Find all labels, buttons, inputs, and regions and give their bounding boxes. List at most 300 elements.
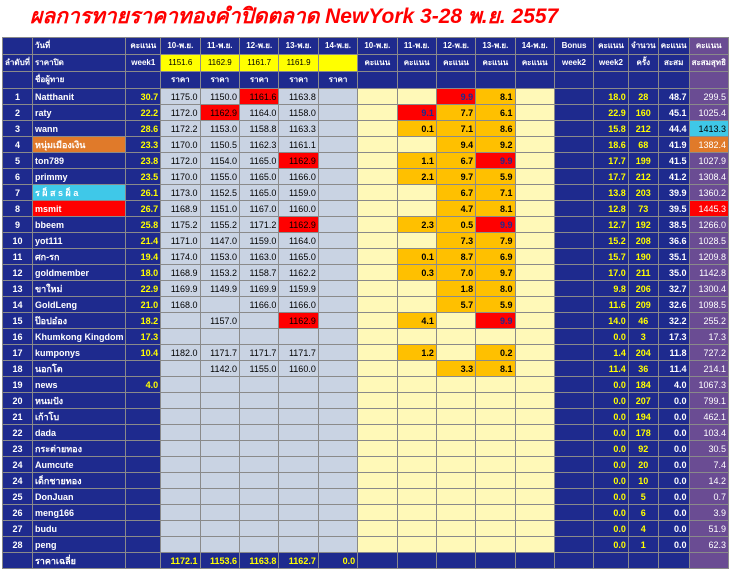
bonus-cell <box>554 297 593 313</box>
daily-score <box>476 489 515 505</box>
guess-price: 1150.5 <box>200 137 239 153</box>
net-total: 62.3 <box>689 537 728 553</box>
daily-score <box>358 457 397 473</box>
daily-score: 5.9 <box>476 297 515 313</box>
daily-score: 9.4 <box>436 137 475 153</box>
daily-score <box>397 201 436 217</box>
guess-price <box>318 457 357 473</box>
daily-score <box>358 425 397 441</box>
daily-score <box>515 345 554 361</box>
table-row <box>3 489 729 505</box>
net-total: 1098.5 <box>689 297 728 313</box>
guess-price <box>318 169 357 185</box>
header-blank <box>628 72 658 89</box>
guess-price <box>200 537 239 553</box>
header-date-label: วันที่ <box>32 38 126 55</box>
times-count: 10 <box>628 473 658 489</box>
rank-cell: 1 <box>3 89 33 105</box>
guess-price <box>318 121 357 137</box>
net-total: 51.9 <box>689 521 728 537</box>
player-name: news <box>32 377 126 393</box>
guess-price <box>318 201 357 217</box>
guess-price <box>318 297 357 313</box>
guess-price <box>161 489 200 505</box>
rank-cell: 6 <box>3 169 33 185</box>
table-row <box>3 473 729 489</box>
cum-score: 35.0 <box>658 265 689 281</box>
guess-price: 1158.8 <box>239 121 278 137</box>
times-count: 73 <box>628 201 658 217</box>
guess-price <box>318 441 357 457</box>
rank-cell: 11 <box>3 249 33 265</box>
guess-price: 1163.8 <box>279 89 318 105</box>
daily-score <box>397 329 436 345</box>
daily-score <box>515 217 554 233</box>
daily-score <box>358 265 397 281</box>
daily-score <box>515 281 554 297</box>
guess-price <box>279 441 318 457</box>
daily-score <box>515 457 554 473</box>
guess-price <box>239 537 278 553</box>
daily-score: 8.0 <box>476 281 515 297</box>
week1-score <box>126 505 161 521</box>
net-total: 1266.0 <box>689 217 728 233</box>
rank-cell: 19 <box>3 377 33 393</box>
rank-cell: 17 <box>3 345 33 361</box>
bonus-cell <box>554 345 593 361</box>
player-name: budu <box>32 521 126 537</box>
bonus-cell <box>554 409 593 425</box>
guess-price <box>318 345 357 361</box>
daily-score <box>515 489 554 505</box>
player-name: Aumcute <box>32 457 126 473</box>
times-count: 208 <box>628 233 658 249</box>
daily-score <box>515 521 554 537</box>
week2-score: 12.8 <box>594 201 629 217</box>
player-name: primmy <box>32 169 126 185</box>
guess-price <box>318 217 357 233</box>
bonus-cell <box>554 233 593 249</box>
guess-price: 1161.1 <box>279 137 318 153</box>
week1-score <box>126 521 161 537</box>
header-close-price: 1162.9 <box>200 55 239 72</box>
player-name: ขาใหม่ <box>32 281 126 297</box>
guess-price: 1166.0 <box>279 297 318 313</box>
guess-price <box>318 89 357 105</box>
daily-score: 5.7 <box>436 297 475 313</box>
guess-price: 1167.0 <box>239 201 278 217</box>
rank-cell: 3 <box>3 121 33 137</box>
player-name: Natthanit <box>32 89 126 105</box>
guess-price: 1150.0 <box>200 89 239 105</box>
header-score-date: 12-พ.ย. <box>436 38 475 55</box>
cum-score: 0.0 <box>658 393 689 409</box>
week2-score: 15.2 <box>594 233 629 249</box>
week1-score <box>126 441 161 457</box>
daily-score <box>397 537 436 553</box>
guess-price: 1174.0 <box>161 249 200 265</box>
player-name: กระต่ายทอง <box>32 441 126 457</box>
daily-score: 9.9 <box>476 313 515 329</box>
daily-score <box>515 329 554 345</box>
guess-price: 1154.0 <box>200 153 239 169</box>
week2-score: 17.7 <box>594 153 629 169</box>
bonus-cell <box>554 393 593 409</box>
net-total: 0.7 <box>689 489 728 505</box>
daily-score <box>397 393 436 409</box>
cum-score: 35.1 <box>658 249 689 265</box>
times-count: 28 <box>628 89 658 105</box>
guess-price <box>239 393 278 409</box>
week1-score: 19.4 <box>126 249 161 265</box>
guess-price <box>318 249 357 265</box>
player-name: DonJuan <box>32 489 126 505</box>
footer-blank <box>554 553 593 569</box>
guess-price <box>279 537 318 553</box>
net-total: 462.1 <box>689 409 728 425</box>
guess-price <box>161 473 200 489</box>
net-total: 1360.2 <box>689 185 728 201</box>
cum-score: 45.1 <box>658 105 689 121</box>
guess-price: 1165.0 <box>239 153 278 169</box>
daily-score <box>515 185 554 201</box>
header-total-sub: สะสมสุทธิ <box>689 55 728 72</box>
daily-score <box>358 489 397 505</box>
table-row <box>3 361 729 377</box>
guess-price <box>279 393 318 409</box>
table-row <box>3 409 729 425</box>
daily-score <box>476 377 515 393</box>
times-count: 207 <box>628 393 658 409</box>
guess-price <box>200 377 239 393</box>
cum-score: 0.0 <box>658 505 689 521</box>
week1-score: 18.0 <box>126 265 161 281</box>
cum-score: 36.6 <box>658 233 689 249</box>
bonus-cell <box>554 505 593 521</box>
guess-price <box>200 329 239 345</box>
guess-price <box>161 361 200 377</box>
daily-score <box>358 377 397 393</box>
header-score-label: คะแนน <box>436 55 475 72</box>
daily-score <box>436 473 475 489</box>
guess-price: 1162.9 <box>200 105 239 121</box>
rank-cell: 22 <box>3 425 33 441</box>
guess-price <box>239 489 278 505</box>
times-count: 160 <box>628 105 658 121</box>
daily-score: 7.1 <box>476 185 515 201</box>
cum-score: 32.2 <box>658 313 689 329</box>
guess-price <box>200 489 239 505</box>
daily-score <box>476 505 515 521</box>
guess-price: 1171.7 <box>200 345 239 361</box>
bonus-cell <box>554 457 593 473</box>
guess-price <box>318 425 357 441</box>
times-count: 212 <box>628 121 658 137</box>
rank-cell: 23 <box>3 441 33 457</box>
guess-price <box>318 185 357 201</box>
header-price-label: ราคา <box>318 72 357 89</box>
rank-cell: 12 <box>3 265 33 281</box>
daily-score <box>358 409 397 425</box>
times-count: 190 <box>628 249 658 265</box>
guess-price: 1169.9 <box>161 281 200 297</box>
header-score-label: คะแนน <box>397 55 436 72</box>
guess-price: 1155.0 <box>200 169 239 185</box>
table-row <box>3 425 729 441</box>
table-row <box>3 249 729 265</box>
header-blank <box>554 72 593 89</box>
guess-price <box>279 329 318 345</box>
guess-price: 1160.0 <box>279 361 318 377</box>
week1-score: 17.3 <box>126 329 161 345</box>
daily-score: 8.1 <box>476 361 515 377</box>
net-total: 1028.5 <box>689 233 728 249</box>
daily-score: 2.1 <box>397 169 436 185</box>
week1-score: 10.4 <box>126 345 161 361</box>
net-total: 1025.4 <box>689 105 728 121</box>
guess-price: 1172.0 <box>161 105 200 121</box>
week2-score: 9.8 <box>594 281 629 297</box>
guess-price: 1153.0 <box>200 121 239 137</box>
daily-score <box>397 297 436 313</box>
daily-score <box>436 345 475 361</box>
guess-price <box>239 441 278 457</box>
daily-score: 6.7 <box>436 153 475 169</box>
cum-score: 0.0 <box>658 425 689 441</box>
guess-price <box>318 409 357 425</box>
cum-score: 0.0 <box>658 489 689 505</box>
cum-score: 41.9 <box>658 137 689 153</box>
header-score-date: 14-พ.ย. <box>515 38 554 55</box>
daily-score <box>358 281 397 297</box>
page-title: ผลการทายราคาทองคำปิดตลาด NewYork 3-28 พ.ย. 2557 <box>30 5 559 28</box>
week2-score: 1.4 <box>594 345 629 361</box>
daily-score <box>436 377 475 393</box>
header-price-date: 14-พ.ย. <box>318 38 357 55</box>
cum-score: 17.3 <box>658 329 689 345</box>
daily-score <box>476 441 515 457</box>
times-count: 3 <box>628 329 658 345</box>
bonus-cell <box>554 201 593 217</box>
rank-cell: 4 <box>3 137 33 153</box>
week1-score: 30.7 <box>126 89 161 105</box>
header-blank <box>515 72 554 89</box>
week1-score: 4.0 <box>126 377 161 393</box>
guess-price <box>318 137 357 153</box>
guess-price: 1159.0 <box>239 233 278 249</box>
guess-price <box>200 505 239 521</box>
header-player-label: ชื่อผู้ทาย <box>32 72 126 89</box>
daily-score <box>397 521 436 537</box>
daily-score <box>436 329 475 345</box>
footer-blank <box>358 553 397 569</box>
times-count: 1 <box>628 537 658 553</box>
daily-score <box>397 185 436 201</box>
rank-cell: 16 <box>3 329 33 345</box>
net-total: 1067.3 <box>689 377 728 393</box>
guess-price <box>161 329 200 345</box>
player-name: kumponys <box>32 345 126 361</box>
daily-score: 6.7 <box>436 185 475 201</box>
header-row-dates <box>3 38 729 55</box>
bonus-cell <box>554 377 593 393</box>
week1-score: 23.5 <box>126 169 161 185</box>
daily-score <box>476 537 515 553</box>
daily-score <box>476 329 515 345</box>
times-count: 68 <box>628 137 658 153</box>
footer-blank <box>476 553 515 569</box>
header-blank <box>594 72 629 89</box>
times-count: 209 <box>628 297 658 313</box>
bonus-cell <box>554 441 593 457</box>
guess-price: 1155.2 <box>200 217 239 233</box>
times-count: 204 <box>628 345 658 361</box>
header-blank <box>358 72 397 89</box>
guess-price: 1173.0 <box>161 185 200 201</box>
header-blank <box>436 72 475 89</box>
guess-price: 1162.9 <box>279 153 318 169</box>
table-row <box>3 345 729 361</box>
daily-score: 9.9 <box>476 153 515 169</box>
net-total: 1413.3 <box>689 121 728 137</box>
daily-score: 2.3 <box>397 217 436 233</box>
week2-score: 11.4 <box>594 361 629 377</box>
cum-score: 39.5 <box>658 201 689 217</box>
header-score-date: 11-พ.ย. <box>397 38 436 55</box>
daily-score: 8.1 <box>476 201 515 217</box>
table-row <box>3 169 729 185</box>
guess-price <box>161 505 200 521</box>
daily-score: 7.9 <box>476 233 515 249</box>
guess-price <box>239 473 278 489</box>
header-cum-sub: สะสม <box>658 55 689 72</box>
rank-cell: 10 <box>3 233 33 249</box>
week2-score: 13.8 <box>594 185 629 201</box>
footer-blank <box>658 553 689 569</box>
guess-price <box>318 313 357 329</box>
header-score-date: 13-พ.ย. <box>476 38 515 55</box>
daily-score <box>397 441 436 457</box>
week2-score: 15.8 <box>594 121 629 137</box>
cum-score: 0.0 <box>658 409 689 425</box>
header-bonus-sub: week2 <box>554 55 593 72</box>
daily-score: 4.1 <box>397 313 436 329</box>
daily-score <box>358 137 397 153</box>
week2-score: 0.0 <box>594 393 629 409</box>
daily-score: 0.5 <box>436 217 475 233</box>
guess-price <box>161 409 200 425</box>
bonus-cell <box>554 329 593 345</box>
table-row <box>3 521 729 537</box>
header-week2-sub: week2 <box>594 55 629 72</box>
rank-cell: 5 <box>3 153 33 169</box>
player-name: หนุ่มเมืองเงิน <box>32 137 126 153</box>
header-times-sub: ครั้ง <box>628 55 658 72</box>
daily-score <box>476 409 515 425</box>
daily-score: 7.7 <box>436 105 475 121</box>
player-name: ป๊อปอ๋อง <box>32 313 126 329</box>
guess-price <box>318 521 357 537</box>
average-price: 1172.1 <box>161 553 200 569</box>
guess-price <box>279 409 318 425</box>
daily-score <box>515 89 554 105</box>
guess-price: 1172.0 <box>161 153 200 169</box>
bonus-cell <box>554 537 593 553</box>
week2-score: 11.6 <box>594 297 629 313</box>
daily-score <box>515 313 554 329</box>
table-row <box>3 137 729 153</box>
daily-score: 0.1 <box>397 121 436 137</box>
week2-score: 0.0 <box>594 489 629 505</box>
rank-cell: 26 <box>3 505 33 521</box>
daily-score <box>515 409 554 425</box>
guess-price <box>200 441 239 457</box>
header-week1-label: คะแนน <box>126 38 161 55</box>
footer-average-label: ราคาเฉลี่ย <box>32 553 126 569</box>
header-total-label: คะแนน <box>689 38 728 55</box>
guess-price <box>279 489 318 505</box>
guess-price: 1168.9 <box>161 201 200 217</box>
daily-score <box>358 473 397 489</box>
times-count: 184 <box>628 377 658 393</box>
table-row <box>3 121 729 137</box>
bonus-cell <box>554 137 593 153</box>
table-row <box>3 505 729 521</box>
guess-price <box>161 457 200 473</box>
daily-score <box>358 105 397 121</box>
daily-score <box>515 105 554 121</box>
header-close-price: 1161.7 <box>239 55 278 72</box>
daily-score <box>358 121 397 137</box>
daily-score <box>436 425 475 441</box>
header-price-date: 10-พ.ย. <box>161 38 200 55</box>
average-price: 1153.6 <box>200 553 239 569</box>
daily-score <box>476 521 515 537</box>
daily-score <box>476 457 515 473</box>
header-blank <box>476 72 515 89</box>
bonus-cell <box>554 473 593 489</box>
guess-price: 1171.2 <box>239 217 278 233</box>
guess-price: 1166.0 <box>239 297 278 313</box>
guess-price <box>279 457 318 473</box>
score-table <box>2 37 729 569</box>
header-rank-label: ลำดับที่ <box>3 55 33 72</box>
guess-price: 1160.0 <box>279 201 318 217</box>
daily-score <box>358 297 397 313</box>
daily-score <box>515 169 554 185</box>
daily-score <box>515 297 554 313</box>
daily-score <box>397 409 436 425</box>
guess-price <box>200 393 239 409</box>
header-row-close-price <box>3 55 729 72</box>
week2-score: 18.0 <box>594 89 629 105</box>
cum-score: 44.4 <box>658 121 689 137</box>
daily-score: 1.1 <box>397 153 436 169</box>
rank-cell: 24 <box>3 473 33 489</box>
guess-price: 1152.5 <box>200 185 239 201</box>
guess-price <box>161 393 200 409</box>
rank-cell: 15 <box>3 313 33 329</box>
table-row <box>3 153 729 169</box>
guess-price: 1165.0 <box>239 185 278 201</box>
daily-score <box>515 505 554 521</box>
rank-cell: 21 <box>3 409 33 425</box>
guess-price: 1162.2 <box>279 265 318 281</box>
net-total: 214.1 <box>689 361 728 377</box>
bonus-cell <box>554 361 593 377</box>
net-total: 1209.8 <box>689 249 728 265</box>
guess-price: 1168.9 <box>161 265 200 281</box>
